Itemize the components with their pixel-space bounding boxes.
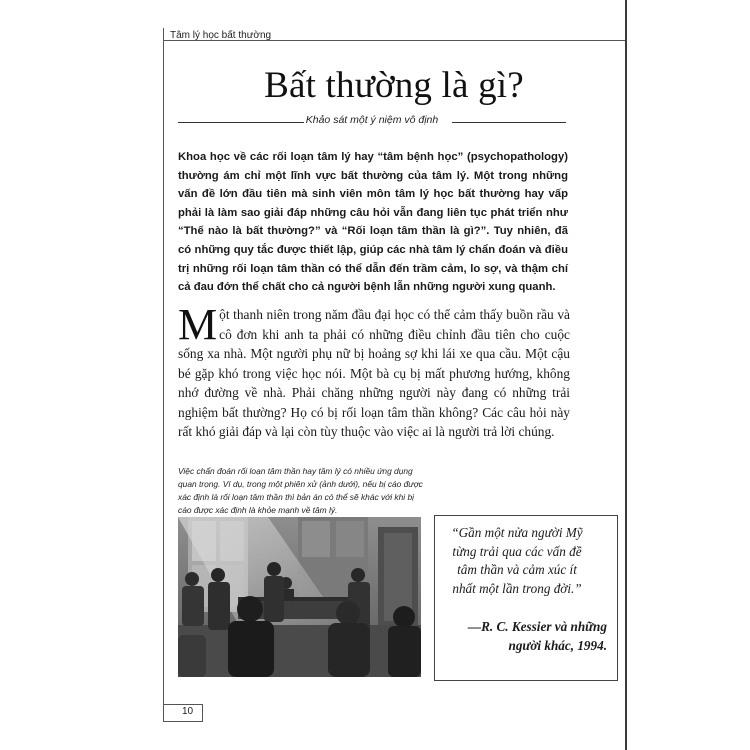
subtitle-rule-right [452,122,566,123]
running-head: Tâm lý học bất thường [170,30,272,41]
body-paragraph [178,300,570,442]
photo-caption: Việc chẩn đoán rối loạn tâm thần hay tâm lý có nhiều ứng dụng quan trọng. Ví dụ, trong một phiên xử (ảnh dưới), nếu bị cáo được xác định là rối loạn tâm thần thì bản án có thể sẽ khác với khi bị cáo được xác định là khỏe mạnh về tâm lý. [178,466,423,515]
quote-attribution: —R. C. Kessier và những người khác, 1994. [467,619,607,653]
drop-cap: M [178,300,218,349]
page-subtitle: Khảo sát một ý niệm vô định [305,114,439,126]
page-title: Bất thường là gì? [264,65,524,106]
page-edge [625,0,627,750]
courtroom-photo [178,517,421,677]
intro-paragraph: Khoa học về các rối loạn tâm lý hay “tâm bệnh học” (psychopathology) thường ám chỉ một lĩnh vực bất thường của tâm lý. Một trong những vấn đề lớn đầu tiên mà sinh viên môn tâm lý học bất thường hay vấp phải là làm sao giải đáp những câu hỏi vẫn đang liên tục phát triển như “Thế nào là bất thường?” và “Rối loạn tâm thần là gì?”. Tuy nhiên, đã có những quy tắc được thiết lập, giúp các nhà tâm lý chẩn đoán và điều trị những rối loạn tâm thần có thể dẫn đến trầm cảm, lo sợ, và thậm chí cả đau đớn thể chất cho cả người bệnh lẫn những người xung quanh. [178,151,568,294]
margin-rule [163,28,164,722]
quote-text: “Gần một nửa người Mỹ từng trải qua các vấn đề tâm thần và cảm xúc ít nhất một lần trong đời.” [451,525,583,597]
body-text: ột thanh niên trong năm đầu đại học có thể cảm thấy buồn rầu và cô đơn khi anh ta phải có những điều chỉnh đầu tiên cho cuộc sống xa nhà. Một người phụ nữ bị hoảng sợ khi lái xe qua cầu. Một cậu bé gặp khó trong việc học nói. Một bà cụ bị mất phương hướng, không nhớ đường về nhà. Phải chăng những người này đang có những trải nghiệm bất thường? Họ có bị rối loạn tâm thần không? Các câu hỏi này rất khó giải đáp và lại còn tùy thuộc vào việc ai là người trả lời chúng. [178,307,570,439]
page-number: 10 [182,706,194,717]
subtitle-row [178,114,566,130]
pull-quote [434,515,618,681]
